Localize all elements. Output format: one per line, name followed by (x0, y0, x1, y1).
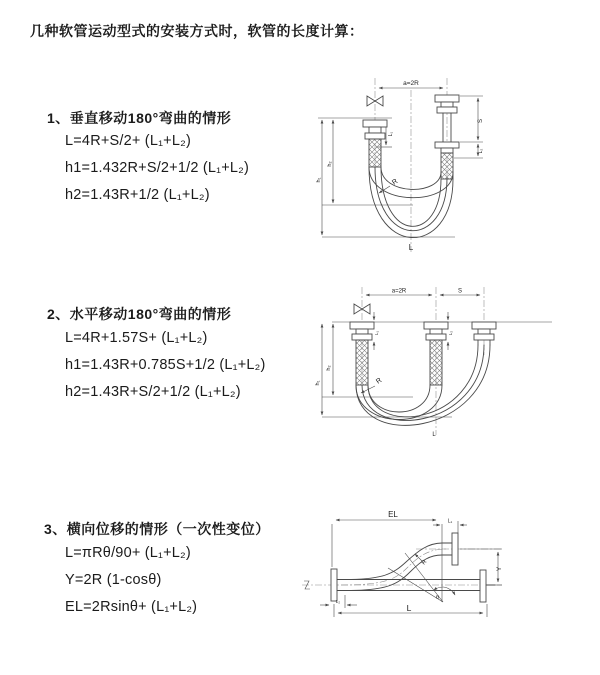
dim-label-h1: h₁ (316, 177, 322, 183)
section-3-heading: 3、横向位移的情形（一次性变位） (44, 521, 270, 537)
dimension-lines (318, 88, 483, 237)
section-1-formula-2: h1=1.432R+S/2+1/2 (L₁+L₂) (65, 160, 250, 176)
left-fitting (363, 120, 387, 167)
dim-label-l1: L₁ (374, 330, 379, 336)
section-3-formula-3: EL=2Rsinθ+ (L₁+L₂) (65, 599, 198, 615)
dim-label-h2: h₂ (327, 161, 333, 167)
section-1-formula-3: h2=1.43R+1/2 (L₁+L₂) (65, 187, 210, 203)
diagram-horizontal-180-bend (312, 283, 600, 473)
dim-label-l2: L₂ (335, 599, 341, 604)
left-fitting (350, 322, 374, 385)
section-2-formula-1: L=4R+1.57S+ (L₁+L₂) (65, 330, 208, 346)
dim-label-el: EL (388, 510, 398, 519)
hose-u-bend (356, 345, 490, 425)
dim-label-a2r: a=2R (403, 80, 419, 87)
section-1-formula-1: L=4R+S/2+ (L₁+L₂) (65, 133, 191, 149)
dim-label-y: Y (496, 566, 503, 572)
dim-label-r: R (391, 178, 400, 187)
dim-label-s: S (457, 288, 463, 295)
left-flange (331, 569, 337, 601)
dim-label-r: R (420, 559, 429, 567)
section-2-formula-3: h2=1.43R+S/2+1/2 (L₁+L₂) (65, 384, 241, 400)
dim-label-l: L (432, 432, 436, 438)
dim-label-h2: h₂ (326, 365, 332, 371)
centerlines (362, 287, 484, 435)
dim-label-l2: L₂ (478, 148, 484, 154)
dim-label-l: L (408, 243, 414, 252)
section-2-formula-2: h1=1.43R+0.785S+1/2 (L₁+L₂) (65, 357, 266, 373)
dim-label-theta: θ (436, 595, 440, 601)
dim-label-l: L (406, 603, 412, 613)
dim-label-a2r: a=2R (391, 288, 407, 295)
lower-right-flange (480, 570, 495, 602)
dim-label-h1: h₁ (315, 380, 321, 386)
dim-label-l1: L₁ (388, 131, 394, 137)
upper-right-flange (452, 533, 458, 565)
dim-label-s: S (478, 118, 484, 124)
diagram-lateral-displacement (298, 505, 598, 650)
section-3-formula-2: Y=2R (1-cosθ) (65, 572, 162, 588)
diagram-vertical-180-bend (312, 72, 588, 260)
middle-fitting (424, 322, 448, 385)
section-1-heading: 1、垂直移动180°弯曲的情形 (47, 110, 232, 126)
section-3-formula-1: L=πRθ/90+ (L₁+L₂) (65, 545, 191, 561)
section-2-heading: 2、水平移动180°弯曲的情形 (47, 306, 232, 322)
dim-label-l1: L₁ (447, 518, 453, 525)
page-title: 几种软管运动型式的安装方式时，软管的长度计算： (30, 23, 364, 39)
dim-label-r: R (375, 377, 384, 386)
dim-label-l2: L₂ (448, 330, 453, 336)
